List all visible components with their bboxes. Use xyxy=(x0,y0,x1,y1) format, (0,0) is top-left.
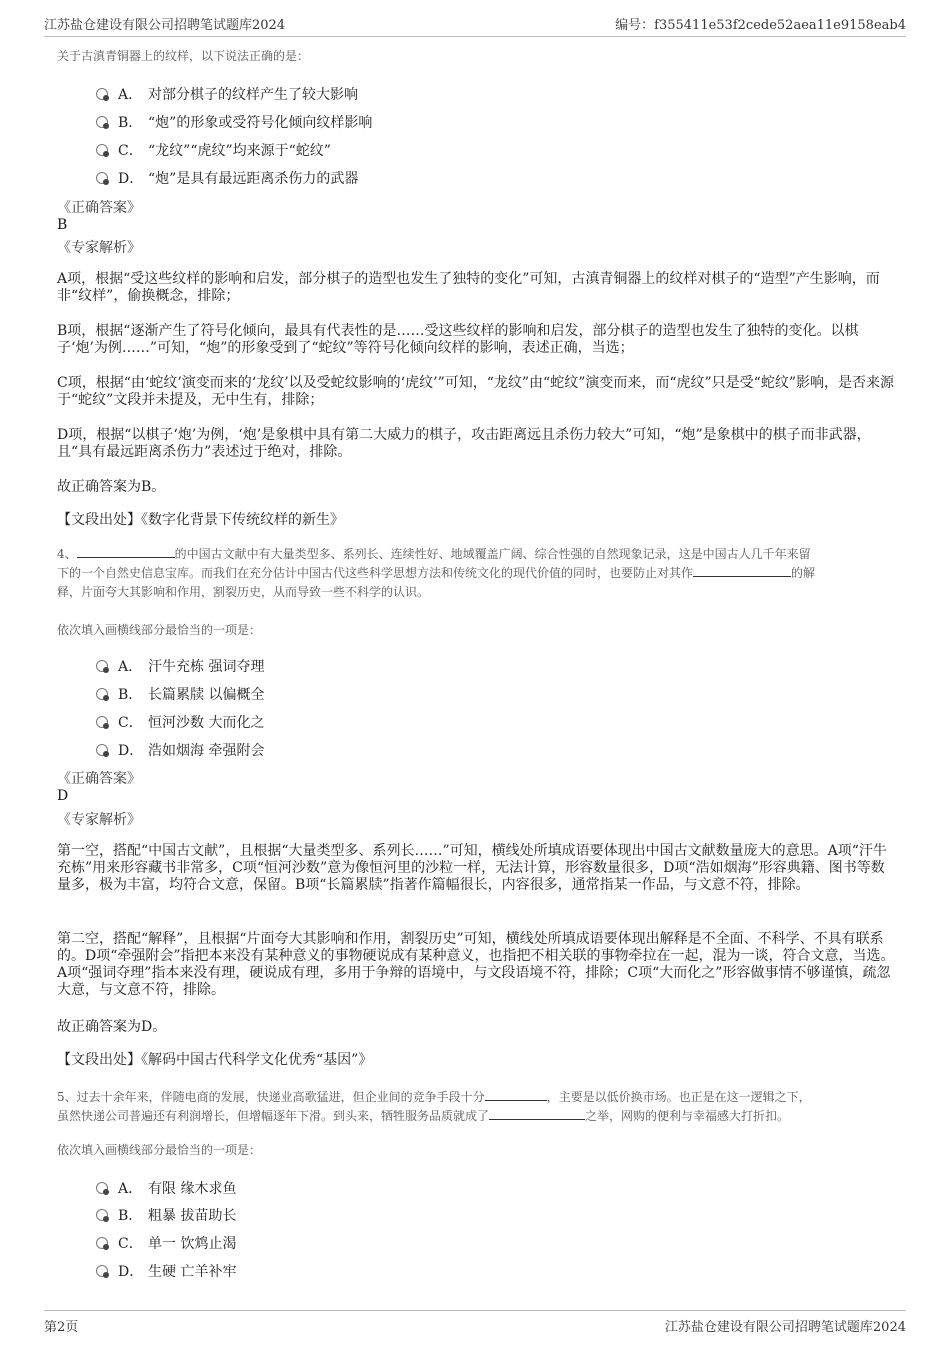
radio-icon[interactable] xyxy=(96,1182,108,1194)
q4-option-a[interactable] xyxy=(96,656,264,676)
q3-stem: 关于古滇青铜器上的纹样，以下说法正确的是： xyxy=(57,49,310,63)
radio-icon[interactable] xyxy=(96,88,108,100)
option-letter: D． xyxy=(118,171,144,187)
q4-line-2 xyxy=(57,564,897,583)
option-text: 长篇累牍 以偏概全 xyxy=(148,687,265,703)
q4-text-a: 的中国古文献中有大量类型多、系列长、连续性好、地域覆盖广阔、综合性强的自然现象记录，这是中国古人几千年来留 xyxy=(174,547,811,561)
q5-passage xyxy=(57,1088,897,1126)
q4-answer: D xyxy=(57,788,69,804)
fill-blank-2[interactable] xyxy=(489,1107,585,1120)
q4-option-c[interactable] xyxy=(96,712,264,732)
option-letter: A． xyxy=(118,1181,143,1197)
q4-analysis-label: 《专家解析》 xyxy=(57,812,141,828)
option-text: 汗牛充栋 强词夺理 xyxy=(148,659,265,675)
q5-option-d[interactable] xyxy=(96,1261,236,1281)
option-text: 粗暴 拔苗助长 xyxy=(148,1208,237,1224)
radio-icon[interactable] xyxy=(96,716,108,728)
q3-option-a[interactable] xyxy=(96,84,358,104)
q4-source: 【文段出处】《解码中国古代科学文化优秀“基因”》 xyxy=(57,1052,373,1068)
radio-icon[interactable] xyxy=(96,1209,108,1221)
option-letter: B． xyxy=(118,1208,143,1224)
option-text: 单一 饮鸩止渴 xyxy=(148,1236,237,1252)
option-letter: D． xyxy=(118,743,144,759)
page-header xyxy=(44,14,906,37)
option-text: “龙纹”“虎纹”均来源于“蛇纹” xyxy=(148,143,331,159)
q4-passage xyxy=(57,545,897,602)
q3-option-c[interactable] xyxy=(96,140,331,160)
q3-analysis-c: C项，根据“由‘蛇纹’演变而来的‘龙纹’以及受蛇纹影响的‘虎纹’”可知，“龙纹”由“蛇纹”演变而来，而“虎纹”只是受“蛇纹”影响，是否来源于“蛇纹”文段并未提及，无中生有，排除； xyxy=(57,375,894,408)
option-text: 对部分棋子的纹样产生了较大影响 xyxy=(148,87,358,103)
fill-blank-1[interactable] xyxy=(485,1088,547,1101)
q4-analysis-second: 第二空，搭配“解释”，且根据“片面夸大其影响和作用，割裂历史”可知，横线处所填成语要体现出解释是不全面、不科学、不具有联系的。D项“牵强附会”指把本来没有某种意义的事物硬说成有某种意义，也指把不相关联的事物牵拉在一起，混为一谈，符合文意，当选。A项“强词夺理”指本来没有理，硬说成有理，多用于争辩的语境中，与文段语境不符，排除；C项“大而化之”形容做事情不够谨慎，疏忽大意，与文意不符，排除。 xyxy=(57,931,895,998)
radio-icon[interactable] xyxy=(96,688,108,700)
option-letter: C． xyxy=(118,143,143,159)
q5-option-b[interactable] xyxy=(96,1205,236,1225)
page-footer xyxy=(44,1310,906,1335)
radio-icon[interactable] xyxy=(96,116,108,128)
radio-icon[interactable] xyxy=(96,660,108,672)
q4-text-c: 的解 xyxy=(791,566,816,580)
option-letter: C． xyxy=(118,715,143,731)
footer-title: 江苏盐仓建设有限公司招聘笔试题库2024 xyxy=(664,1320,906,1335)
q4-number: 4、 xyxy=(57,547,77,561)
q4-text-b: 下的一个自然史信息宝库。而我们在充分估计中国古代这些科学思想方法和传统文化的现代价值的同时，也要防止对其作 xyxy=(57,566,694,580)
q5-text-b: ，主要是以低价换市场。也正是在这一逻辑之下， xyxy=(546,1090,811,1104)
q3-answer: B xyxy=(57,217,68,233)
q3-answer-label: 《正确答案》 xyxy=(57,200,141,216)
q3-source: 【文段出处】《数字化背景下传统纹样的新生》 xyxy=(57,512,344,528)
option-letter: C． xyxy=(118,1236,143,1252)
option-text: “炮”的形象或受符号化倾向纹样影响 xyxy=(148,115,373,131)
option-letter: D． xyxy=(118,1264,144,1280)
q4-option-b[interactable] xyxy=(96,684,264,704)
radio-icon[interactable] xyxy=(96,172,108,184)
q5-text-a: 5、过去十余年来，伴随电商的发展，快递业高歌猛进，但企业间的竞争手段十分 xyxy=(57,1090,485,1104)
q5-option-c[interactable] xyxy=(96,1233,236,1253)
q4-prompt: 依次填入画横线部分最恰当的一项是： xyxy=(57,623,262,637)
option-text: 浩如烟海 牵强附会 xyxy=(148,743,265,759)
q5-option-a[interactable] xyxy=(96,1178,236,1198)
q4-line-3: 释，片面夸大其影响和作用，割裂历史，从而导致一些不科学的认识。 xyxy=(57,585,430,599)
q4-conclusion: 故正确答案为D。 xyxy=(57,1019,167,1035)
q4-option-d[interactable] xyxy=(96,740,264,760)
option-letter: A． xyxy=(118,87,143,103)
q5-prompt: 依次填入画横线部分最恰当的一项是： xyxy=(57,1143,262,1157)
q4-line-1 xyxy=(57,545,897,564)
option-letter: A． xyxy=(118,659,143,675)
q3-conclusion: 故正确答案为B。 xyxy=(57,479,166,495)
option-text: 恒河沙数 大而化之 xyxy=(148,715,265,731)
option-letter: B． xyxy=(118,687,143,703)
q3-analysis-label: 《专家解析》 xyxy=(57,240,141,256)
option-text: 有限 缘木求鱼 xyxy=(148,1181,237,1197)
fill-blank-2[interactable] xyxy=(693,564,791,577)
q5-line-1 xyxy=(57,1088,897,1107)
q3-analysis-d: D项，根据“以棋子‘炮’为例，‘炮’是象棋中具有第二大威力的棋子，攻击距离远且杀伤力较大”可知，“炮”是象棋中的棋子而非武器，且“具有最远距离杀伤力”表述过于绝对，排除。 xyxy=(57,427,871,460)
header-title: 江苏盐仓建设有限公司招聘笔试题库2024 xyxy=(44,18,286,33)
radio-icon[interactable] xyxy=(96,1265,108,1277)
option-text: 生硬 亡羊补牢 xyxy=(148,1264,237,1280)
q4-analysis-first: 第一空，搭配“中国古文献”，且根据“大量类型多、系列长……”可知，横线处所填成语要体现出中国古文献数量庞大的意思。A项“汗牛充栋”用来形容藏书非常多，C项“恒河沙数”意为像恒河里的沙粒一样，无法计算，形容数量很多，D项“浩如烟海”形容典籍、图书等数量多，极为丰富，均符合文意，保留。B项“长篇累牍”指著作篇幅很长，内容很多，通常指某一作品，与文意不符，排除。 xyxy=(57,843,887,893)
q5-text-d: 之举，网购的便利与幸福感大打折扣。 xyxy=(585,1109,790,1123)
q3-analysis-a: A项，根据“受这些纹样的影响和启发，部分棋子的造型也发生了独特的变化”可知，古滇青铜器上的纹样对棋子的“造型”产生影响，而非“纹样”，偷换概念，排除； xyxy=(57,271,880,304)
fill-blank-1[interactable] xyxy=(77,545,175,558)
option-text: “炮”是具有最远距离杀伤力的武器 xyxy=(148,171,359,187)
radio-icon[interactable] xyxy=(96,744,108,756)
radio-icon[interactable] xyxy=(96,1237,108,1249)
q3-option-b[interactable] xyxy=(96,112,372,132)
option-letter: B． xyxy=(118,115,143,131)
q3-analysis-b: B项，根据“逐渐产生了符号化倾向，最具有代表性的是……受这些纹样的影响和启发，部分棋子的造型也发生了独特的变化。以棋子‘炮’为例……”可知，“炮”的形象受到了“蛇纹”等符号化倾向纹样的影响，表述正确，当选； xyxy=(57,323,859,356)
header-code: 编号：f355411e53f2cede52aea11e9158eab4 xyxy=(615,18,906,33)
q4-answer-label: 《正确答案》 xyxy=(57,771,141,787)
q5-line-2 xyxy=(57,1107,897,1126)
q5-text-c: 虽然快递公司普遍还有利润增长，但增幅逐年下滑。到头来，牺牲服务品质就成了 xyxy=(57,1109,490,1123)
q3-option-d[interactable] xyxy=(96,168,358,188)
radio-icon[interactable] xyxy=(96,144,108,156)
page-number: 第2页 xyxy=(44,1320,79,1335)
